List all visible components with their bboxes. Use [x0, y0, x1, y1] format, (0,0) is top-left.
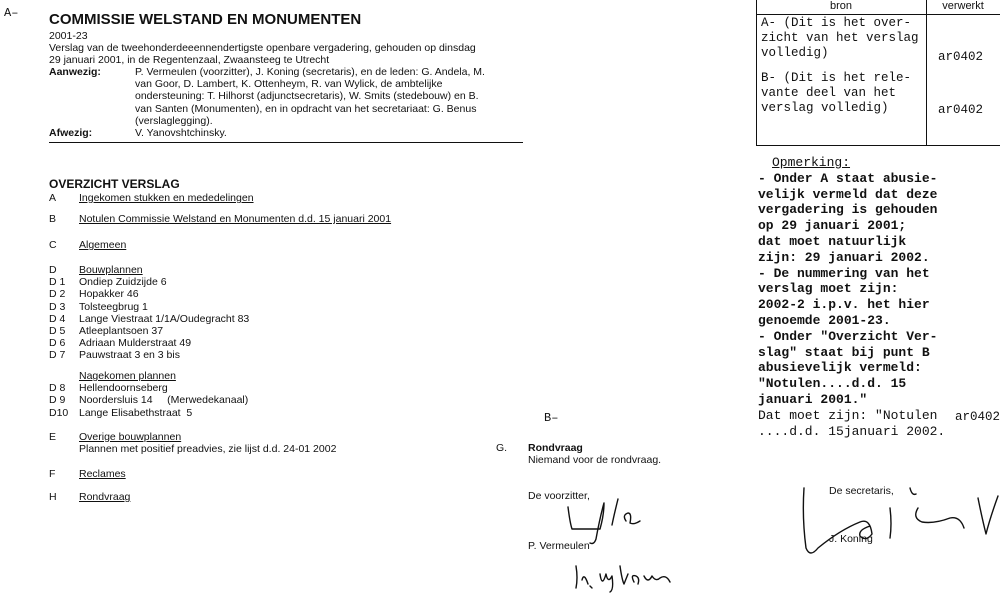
remark-line: verslag moet zijn:: [758, 281, 899, 297]
overview-item-h: H Rondvraag: [49, 491, 131, 503]
overview-item-b: B Notulen Commissie Welstand en Monumenten d.d. 15 januari 2001: [49, 213, 392, 225]
absent-value: V. Yanovshtchinsky.: [135, 127, 227, 139]
present-list: [135, 66, 485, 127]
page-marker-a: A–: [4, 6, 19, 20]
list-item: D 3 Tolsteegbrug 1: [49, 300, 148, 313]
present-label: Aanwezig:: [49, 66, 101, 78]
absent-label: Afwezig:: [49, 127, 93, 139]
remark-title: Opmerking:: [772, 155, 851, 170]
remark-line: velijk vermeld dat deze: [758, 186, 938, 202]
list-item: D 8 Hellendoornseberg: [49, 382, 168, 395]
remark-line: Dat moet zijn: "Notulen: [758, 407, 938, 423]
overview-item-e: E Overige bouwplannen Plannen met positief preadvies, zie lijst d.d. 24-01 2002: [49, 431, 337, 456]
present-line: van Goor, D. Lambert, K. Ottenheym, R. van Wylick, de ambtelijke: [135, 78, 443, 91]
list-item: D 1 Ondiep Zuidzijde 6: [49, 276, 167, 289]
overview-list: [49, 192, 254, 204]
header-divider: [49, 142, 523, 143]
intro-line-2: 29 januari 2001, in de Regentenzaal, Zwaansteeg te Utrecht: [49, 54, 330, 66]
chair-signature: [560, 495, 670, 545]
remark-line: januari 2001.": [758, 391, 868, 407]
remark-block: [758, 155, 945, 439]
remark-line: abusievelijk vermeld:: [758, 360, 922, 376]
remark-line: 2002-2 i.p.v. het hier: [758, 297, 930, 313]
chair-label: De voorzitter,: [528, 490, 590, 502]
intro-line-1: Verslag van de tweehonderdeeennendertigste openbare vergadering, gehouden op dinsdag: [49, 42, 476, 54]
overview-item-c: C Algemeen: [49, 239, 127, 251]
rondvraag-code: G.: [496, 442, 508, 454]
remark-line: "Notulen....d.d. 15: [758, 376, 907, 392]
remark-line: op 29 januari 2001;: [758, 218, 907, 234]
remark-line: - Onder A staat abusie-: [758, 170, 938, 186]
chair-name: P. Vermeulen: [528, 540, 590, 552]
list-item: D 4 Lange Viestraat 1/1A/Oudegracht 83: [49, 312, 250, 325]
list-item: D 7 Pauwstraat 3 en 3 bis: [49, 349, 180, 362]
list-item: D10 Lange Elisabethstraat 5: [49, 406, 193, 419]
row-a-source: A- (Dit is het over- zicht van het verslag volledig): [761, 16, 919, 60]
overview-item-a: A Ingekomen stukken en mededelingen: [49, 192, 254, 204]
late-plans-list: [49, 370, 248, 419]
list-item: D 6 Adriaan Mulderstraat 49: [49, 337, 192, 350]
present-line: ondersteuning: T. Hilhorst (adjunctsecretaris), W. Smits (stedebouw) en B.: [135, 90, 479, 103]
source-table: [756, 0, 1000, 146]
overview-item-d: D Bouwplannen: [49, 264, 143, 276]
remark-line: genoemde 2001-23.: [758, 312, 891, 328]
present-line: (verslaglegging).: [135, 114, 213, 127]
present-line: P. Vermeulen (voorzitter), J. Koning (secretaris), en de leden: G. Andela, M.: [135, 66, 485, 78]
remark-line: - De nummering van het: [758, 265, 930, 281]
list-item: D 5 Atleeplantsoen 37: [49, 324, 164, 337]
secretary-label: De secretaris,: [829, 485, 894, 497]
remark-line: - Onder "Overzicht Ver-: [758, 328, 938, 344]
document-title: COMMISSIE WELSTAND EN MONUMENTEN: [49, 11, 362, 28]
remark-line: zijn: 29 januari 2002.: [758, 249, 930, 265]
rondvraag-text: Niemand voor de rondvraag.: [528, 454, 662, 466]
overview-item-f: F Reclames: [49, 468, 126, 480]
bouwplannen-list: [49, 264, 249, 362]
list-item: D 9 Noordersluis 14 (Merwedekanaal): [49, 394, 249, 407]
row-a-code: ar0402: [938, 50, 984, 64]
late-plans-heading: Nagekomen plannen: [79, 370, 176, 382]
row-b-source: B- (Dit is het rele- vante deel van het verslag volledig): [761, 71, 912, 115]
document-number: 2001-23: [49, 30, 88, 42]
remark-line: vergadering is gehouden: [758, 202, 938, 218]
remark-line: ....d.d. 15januari 2002.: [758, 423, 946, 439]
rondvraag-title: Rondvraag: [528, 442, 583, 454]
column-header-processed: verwerkt: [942, 0, 984, 12]
remark-line: dat moet natuurlijk: [758, 233, 907, 249]
list-item: D 2 Hopakker 46: [49, 288, 139, 301]
present-line: van Santen (Monumenten), en in opdracht van het secretariaat: G. Benus: [135, 102, 477, 115]
secretary-name: J. Koning: [829, 533, 873, 545]
remark-code: ar0402: [955, 410, 1000, 424]
vermeulen-handwriting: [570, 554, 690, 594]
remark-line: slag" staat bij punt B: [758, 344, 930, 360]
column-header-source: bron: [829, 0, 853, 12]
secretary-signature: [800, 478, 1000, 573]
page-marker-b: B–: [544, 411, 559, 425]
overview-heading: OVERZICHT VERSLAG: [49, 177, 180, 191]
row-b-code: ar0402: [938, 103, 984, 117]
